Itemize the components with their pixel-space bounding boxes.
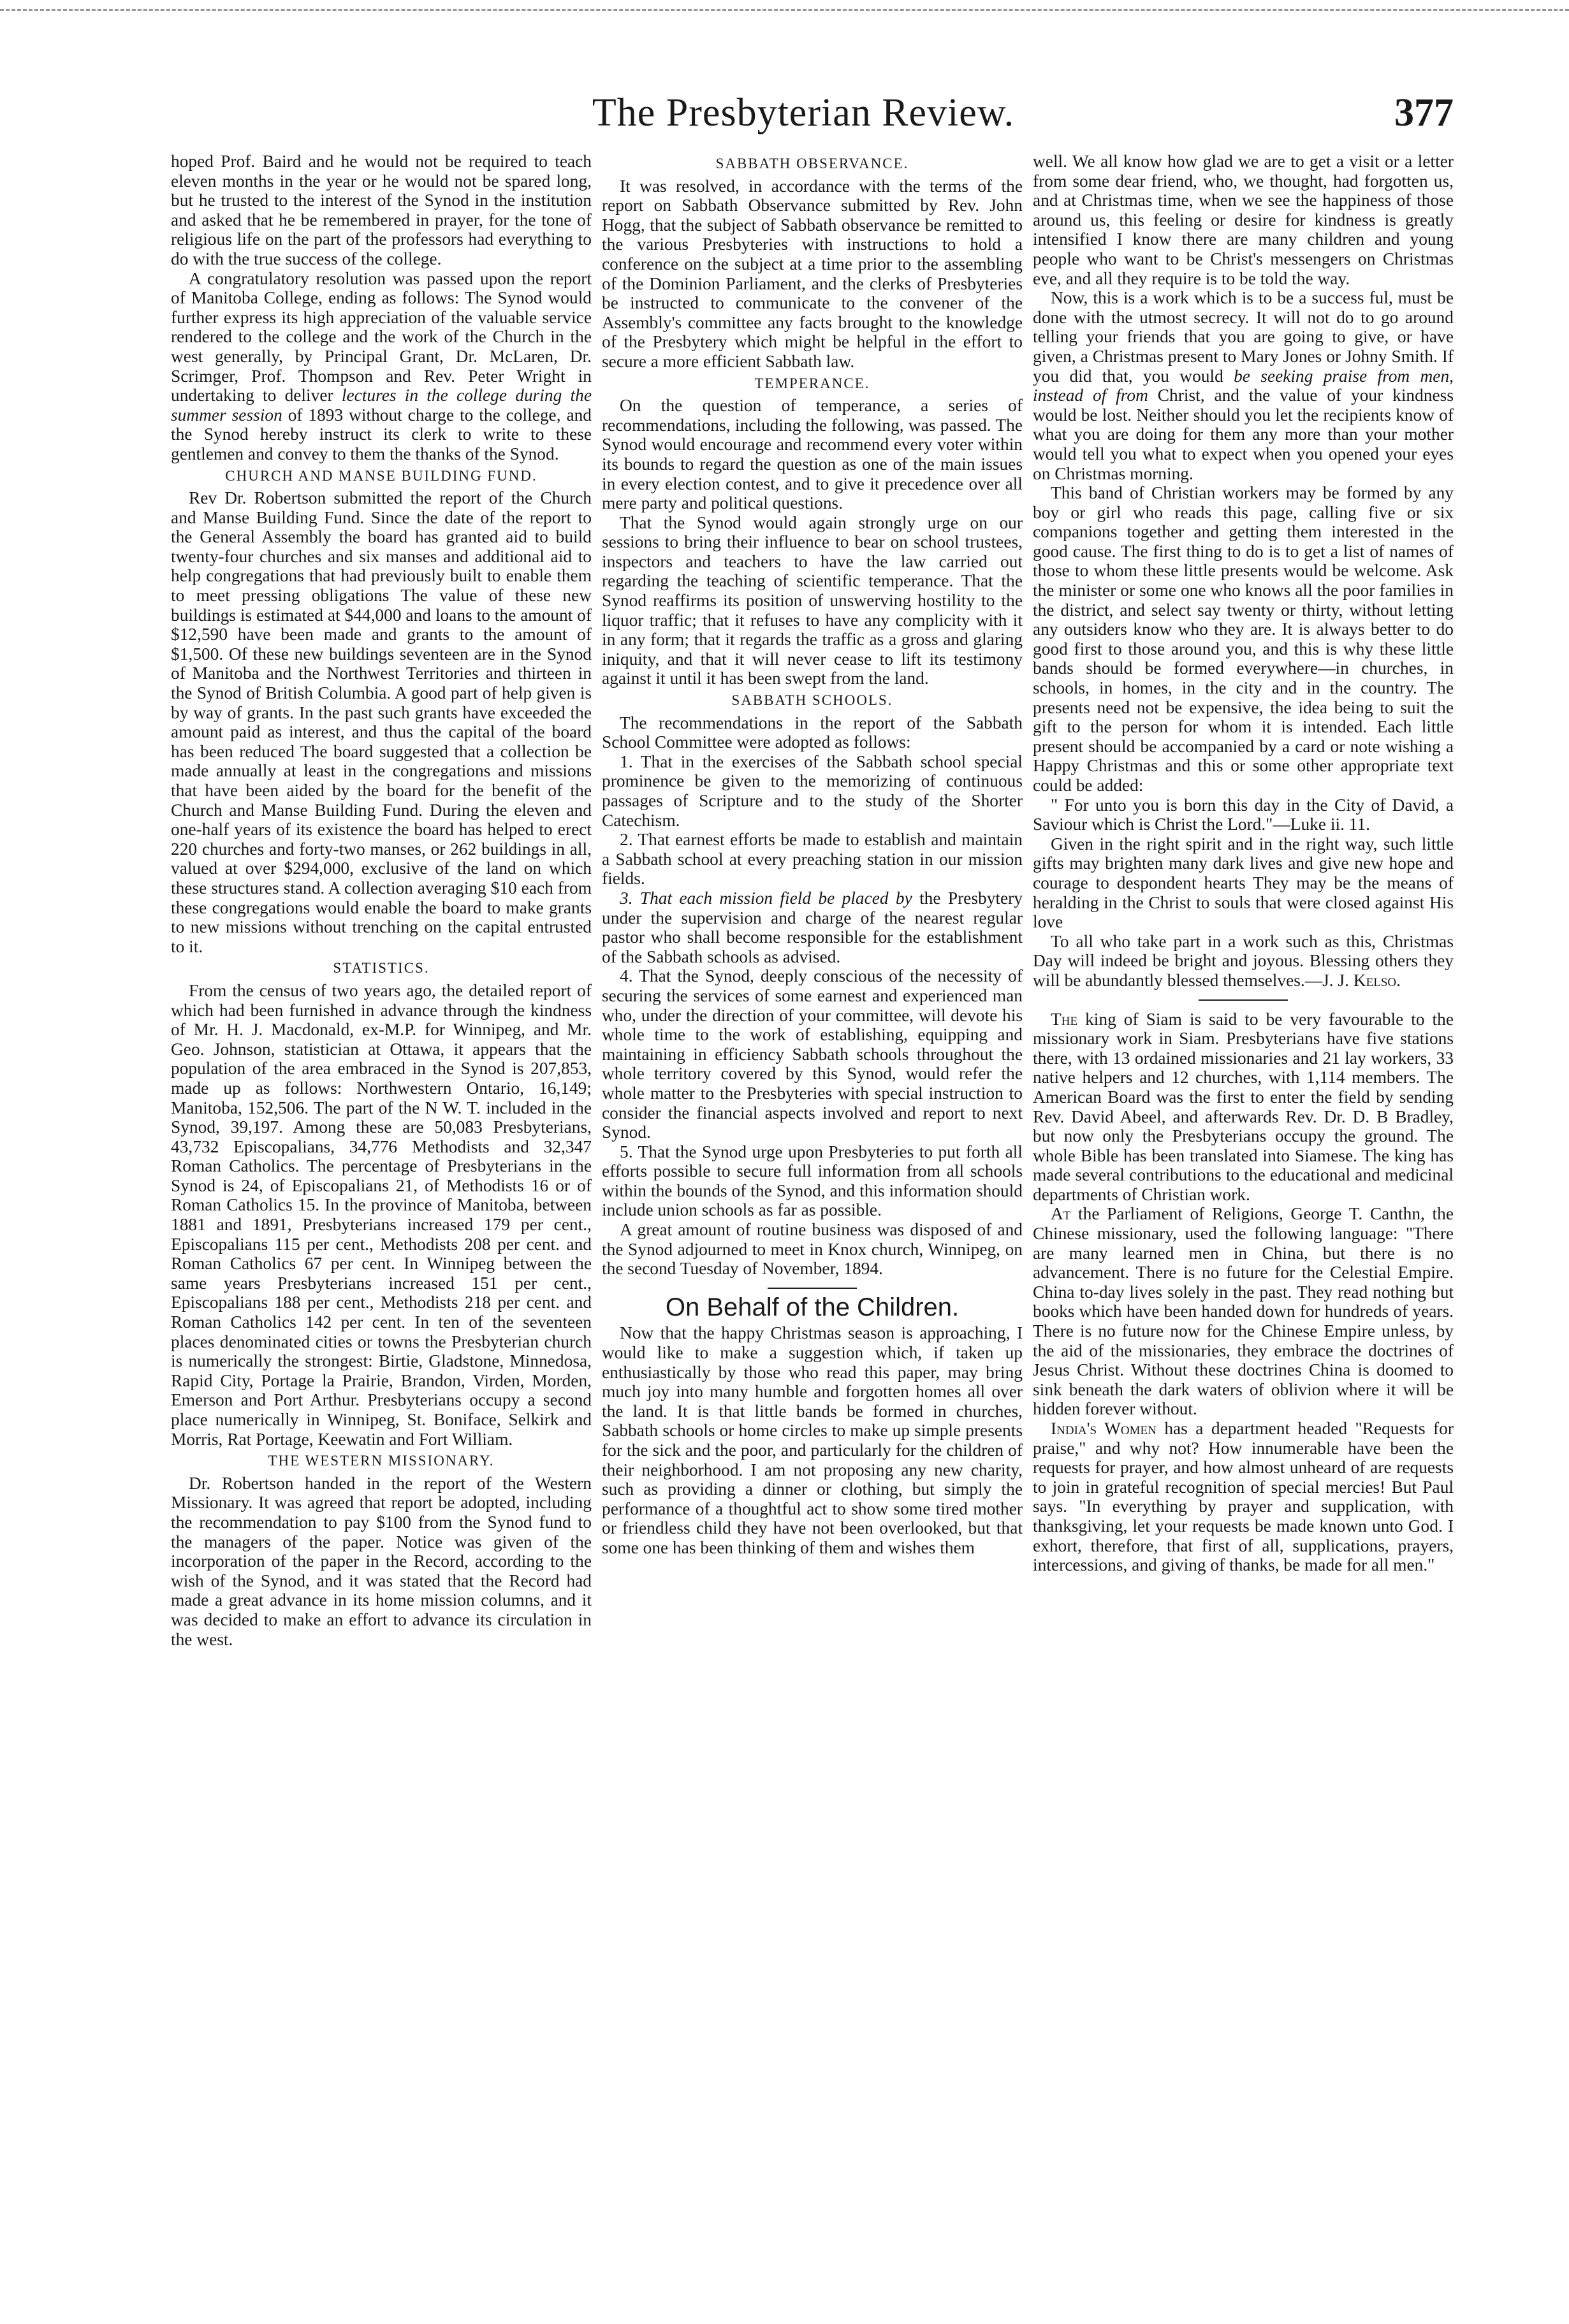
- paragraph: 5. That the Synod urge upon Presbyteries to put forth all efforts possible to secure full information from all schools within the bounds of the Synod, and this information should include union schools as far as possible.: [602, 1142, 1023, 1220]
- paragraph: Given in the right spirit and in the right way, such little gifts may brighten many dark lives and give new hope and courage to despondent hearts They may be the means of heralding in the Christ to souls that were closed against His love: [1033, 834, 1454, 932]
- article-title: On Behalf of the Children.: [665, 1293, 960, 1321]
- text: the Presbytery under the supervision and charge of the nearest regular pastor who shall become responsible for the establishment of the Sabbath schools as advised.: [602, 888, 1023, 966]
- lead-word: India's Women: [1051, 1419, 1157, 1438]
- text: has a department headed "Requests for praise," and why not? How innumerable have been the requests for prayer, and how almost unheard of are requests to join in grateful recognition of special mercies! But Paul says. "In everything by prayer and supplication, with thanksgiving, let your requests be made known unto God. I exhort, therefore, that first of all, supplications, prayers, intercessions, and giving of thanks, be made for all men.": [1033, 1419, 1454, 1575]
- divider: [1199, 999, 1288, 1001]
- section-heading: THE WESTERN MISSIONARY.: [268, 1453, 495, 1469]
- text: To all who take part in a work such as this, Christmas Day will indeed be bright and joyous. Blessing others they will be abundantly blessed themselves.—: [1033, 931, 1454, 990]
- italic-text: be seeking praise from men, instead of from: [1033, 366, 1454, 405]
- column-2: [602, 152, 1023, 1558]
- text: Now, this is a work which is to be a success ful, must be done with the utmost secrecy. It will not do to go around telling your friends that you are going to give, or have given, a Christmas present to Mary Jones or Johny Smith. If you did that, you would: [1033, 288, 1454, 386]
- paragraph: hoped Prof. Baird and he would not be required to teach eleven months in the year or he would not be spared long, but he trusted to the interest of the Synod in the institution and asked that he be remembered in prayer, for the tone of religious life on the part of the professors had everything to do with the true success of the college.: [171, 152, 592, 268]
- column-3: [1033, 152, 1454, 1575]
- divider: [768, 1288, 857, 1289]
- paragraph: [171, 269, 592, 464]
- text: the Parliament of Religions, George T. Canthn, the Chinese missionary, used the following language: "There are many learned men in China, but there is no advancement. There is no future for the Celestial Empire. China to-day lives solely in the past. They read nothing but books which have been handed down for hundreds of years. There is no future now for the Chinese Empire unless, by the aid of the missionaries, they embrace the doctrines of Jesus Christ. Without these doctrines China is doomed to sink beneath the dark waters of oblivion where it will be hidden forever without.: [1033, 1204, 1454, 1419]
- lead-word: The: [1051, 1009, 1078, 1029]
- text: king of Siam is said to be very favourable to the missionary work in Siam. Presbyterians have five stations there, with 13 ordained missionaries and 21 lay workers, 33 native helpers and 12 churches, with 1,114 members. The American Board was the first to enter the field by sending Rev. David Abeel, and afterwards Rev. Dr. D. B Bradley, but now only the Presbyterians occupy the ground. The whole Bible has been translated into Siamese. The king has made several contributions to the educational and medicinal departments of Christian work.: [1033, 1009, 1454, 1204]
- paragraph: Dr. Robertson handed in the report of the Western Missionary. It was agreed that report be adopted, including the recommendation to pay $100 from the Synod fund to the managers of the paper. Notice was given of the incorporation of the paper in the Record, according to the wish of the Synod, and it was stated that the Record had made a great advance in its home mission columns, and it was decided to make an effort to advance its circulation in the west.: [171, 1473, 592, 1649]
- page-title: The Presbyterian Review.: [592, 91, 1015, 134]
- lead-word: At: [1051, 1204, 1071, 1224]
- paragraph: 4. That the Synod, deeply conscious of the necessity of securing the services of some earnest and experienced man who, under the direction of your committee, will devote his whole time to the work of establishing, equipping and maintaining in efficiency Sabbath schools throughout the whole territory covered by this Synod, would refer the whole matter to the Presbyteries with special instruction to consider the financial aspects involved and report to next Synod.: [602, 966, 1023, 1142]
- paragraph: 1. That in the exercises of the Sabbath school special prominence be given to the memorizing of continuous passages of Scripture and to the study of the Shorter Catechism.: [602, 752, 1023, 830]
- paragraph: That the Synod would again strongly urge on our sessions to bring their influence to bear on school trustees, inspectors and teachers to have the law carried out regarding the teaching of scientific temperance. That the Synod reaffirms its position of unswerving hostility to the liquor traffic; that it refuses to have any complicity with it in any form; that it regards the traffic as a gross and glaring iniquity, and that it will never cease to lift its testimony against it until it has been swept from the land.: [602, 512, 1023, 688]
- paragraph: A great amount of routine business was disposed of and the Synod adjourned to meet in Knox church, Winnipeg, on the second Tuesday of November, 1894.: [602, 1220, 1023, 1279]
- paragraph: Now that the happy Christmas season is approaching, I would like to make a suggestion which, if taken up enthusiastically by those who read this paper, may bring much joy into many humble and forgotten homes all over the land. It is that little bands be formed in churches, Sabbath schools or home circles to make up simple presents for the sick and the poor, and particularly for the children of their neighborhood. I am not proposing any new charity, such as providing a dinner or clothing, but simply the performance of a thoughtful act to show some tired mother or friendless child they have not been overlooked, but that some one has been thinking of them and wishes them: [602, 1323, 1023, 1557]
- page-header: [153, 76, 1454, 147]
- paragraph: [1033, 1204, 1454, 1419]
- paragraph: It was resolved, in accordance with the terms of the report on Sabbath Observance submitted by Rev. John Hogg, that the subject of Sabbath observance be remitted to the various Presbyteries with instructions to hold a conference on the subject at a time prior to the assembling of the Dominion Parliament, and the clerks of Presbyteries be instructed to communicate to the convener of the Assembly's committee any facts brought to the knowledge of the Presbytery which might be helpful in the effort to secure a more efficient Sabbath law.: [602, 176, 1023, 371]
- paragraph: well. We all know how glad we are to get a visit or a letter from some dear friend, who, we thought, had forgotten us, and at Christmas time, when we see the happiness of those around us, this feeling or desire for kindness is greatly intensified I know there are many children and young people who want to be Christ's messengers on Christmas eve, and all they require is to be told the way.: [1033, 152, 1454, 288]
- author-signature: J. J. Kelso.: [1322, 970, 1401, 990]
- section-heading: CHURCH AND MANSE BUILDING FUND.: [225, 467, 537, 484]
- text: Christ, and the value of your kindness would be lost. Neither should you let the recipients know of what you are doing for them any more than your mother would tell you what to expect when you opened your eyes on Christmas morning.: [1033, 386, 1454, 483]
- paragraph: This band of Christian workers may be formed by any boy or girl who reads this page, calling five or six companions together and getting them interested in the good cause. The first thing to do is to get a list of names of those to whom these little presents would be welcome. Ask the minister or some one who knows all the poor families in the district, and select say twenty or thirty, without letting any outsiders know who they are. It is always better to do good first to those around you, and this is why these little bands should be formed everywhere—in churches, in schools, in homes, in the city and in the country. The presents need not be expensive, the idea being to suit the gift to the person for whom it is intended. Each little present should be accompanied by a card or note wishing a Happy Christmas and this or some other appropriate text could be added:: [1033, 483, 1454, 795]
- section-heading: SABBATH OBSERVANCE.: [715, 156, 909, 171]
- section-heading: SABBATH SCHOOLS.: [731, 692, 893, 709]
- page-number: 377: [1394, 91, 1454, 134]
- top-edge-rule: [0, 0, 1569, 11]
- paragraph: On the question of temperance, a series of recommendations, including the following, was passed. The Synod would encourage and recommend every voter within its bounds to regard the question as one of the main issues in every election contest, and to give it precedence over all mere party and political questions.: [602, 396, 1023, 513]
- paragraph: 2. That earnest efforts be made to establish and maintain a Sabbath school at every preaching station in our mission fields.: [602, 830, 1023, 889]
- text: of 1893 without charge to the college, and the Synod hereby instruct its clerk to write to these gentlemen and convey to them the thanks of the Synod.: [171, 405, 592, 463]
- section-heading: STATISTICS.: [333, 960, 430, 977]
- section-heading: TEMPERANCE.: [754, 375, 870, 391]
- paragraph: [602, 889, 1023, 966]
- text: A congratulatory resolution was passed upon the report of Manitoba College, ending as follows: The Synod would further express its high appreciation of the valuable service rendered to the college and the work of the Church in the west generally, by Principal Grant, Dr. McLaren, Dr. Scrimger, Prof. Thompson and Rev. Peter Wright in undertaking to deliver: [171, 268, 592, 405]
- paragraph: [1033, 1010, 1454, 1205]
- italic-text: 3. That each mission field be placed by: [620, 888, 912, 908]
- column-1: [171, 152, 592, 1649]
- paragraph: [1033, 932, 1454, 991]
- scripture-quote: " For unto you is born this day in the City of David, a Saviour which is Christ the Lord."—Luke ii. 11.: [1033, 795, 1454, 834]
- paragraph: The recommendations in the report of the Sabbath School Committee were adopted as follows:: [602, 713, 1023, 752]
- italic-text: lectures in the college during the summer session: [171, 386, 592, 425]
- paragraph: [1033, 1419, 1454, 1575]
- paragraph: [1033, 288, 1454, 483]
- paragraph: Rev Dr. Robertson submitted the report of the Church and Manse Building Fund. Since the date of the report to the General Assembly the board has granted aid to build twenty-four churches and six manses and additional aid to help congregations that had previously built to enable them to meet pressing obligations The value of these new buildings is estimated at $44,000 and loans to the amount of $12,590 have been made and grants to the amount of $1,500. Of these new buildings seventeen are in the Synod of Manitoba and the Northwest Territories and thirteen in the Synod of British Columbia. A good part of help given is by way of grants. In the past such grants have exceeded the amount paid as interest, and thus the capital of the board has been reduced The board suggested that a collection be made annually at least in the congregations and missions that have been aided by the board for the benefit of the Church and Manse Building Fund. During the eleven and one-half years of its existence the board has helped to erect 220 churches and forty-two manses, or 262 buildings in all, valued at over $294,000, exclusive of the land on which these structures stand. A collection averaging $10 each from these congregations would enable the board to make grants to new missions without trenching on the capital entrusted to it.: [171, 488, 592, 956]
- paragraph: From the census of two years ago, the detailed report of which had been furnished in advance through the kindness of Mr. H. J. Macdonald, ex-M.P. for Winnipeg, and Mr. Geo. Johnson, statistician at Ottawa, it appears that the population of the area embraced in the Synod is 207,853, made up as follows: Northwestern Ontario, 16,149; Manitoba, 152,506. The part of the N W. T. included in the Synod, 39,197. Among these are 50,083 Presbyterians, 43,732 Episcopalians, 34,776 Methodists and 32,347 Roman Catholics. The percentage of Presbyterians in the Synod is 24, of Episcopalians 21, of Methodists 16 or of Roman Catholics 15. In the province of Manitoba, between 1881 and 1891, Presbyterians increased 179 per cent., Episcopalians 115 per cent., Methodists 208 per cent. and Roman Catholics 67 per cent. In Winnipeg between the same years Presbyterians increased 151 per cent., Episcopalians 188 per cent., Methodists 218 per cent. and Roman Catholics 142 per cent. In ten of the seventeen places denominated cities or towns the Presbyterian church is numerically the strongest: Birtie, Gladstone, Minnedosa, Rapid City, Portage la Prairie, Brandon, Virden, Morden, Emerson and Port Arthur. Presbyterians occupy a second place numerically in Winnipeg, St. Boniface, Selkirk and Morris, Rat Portage, Keewatin and Fort William.: [171, 980, 592, 1449]
